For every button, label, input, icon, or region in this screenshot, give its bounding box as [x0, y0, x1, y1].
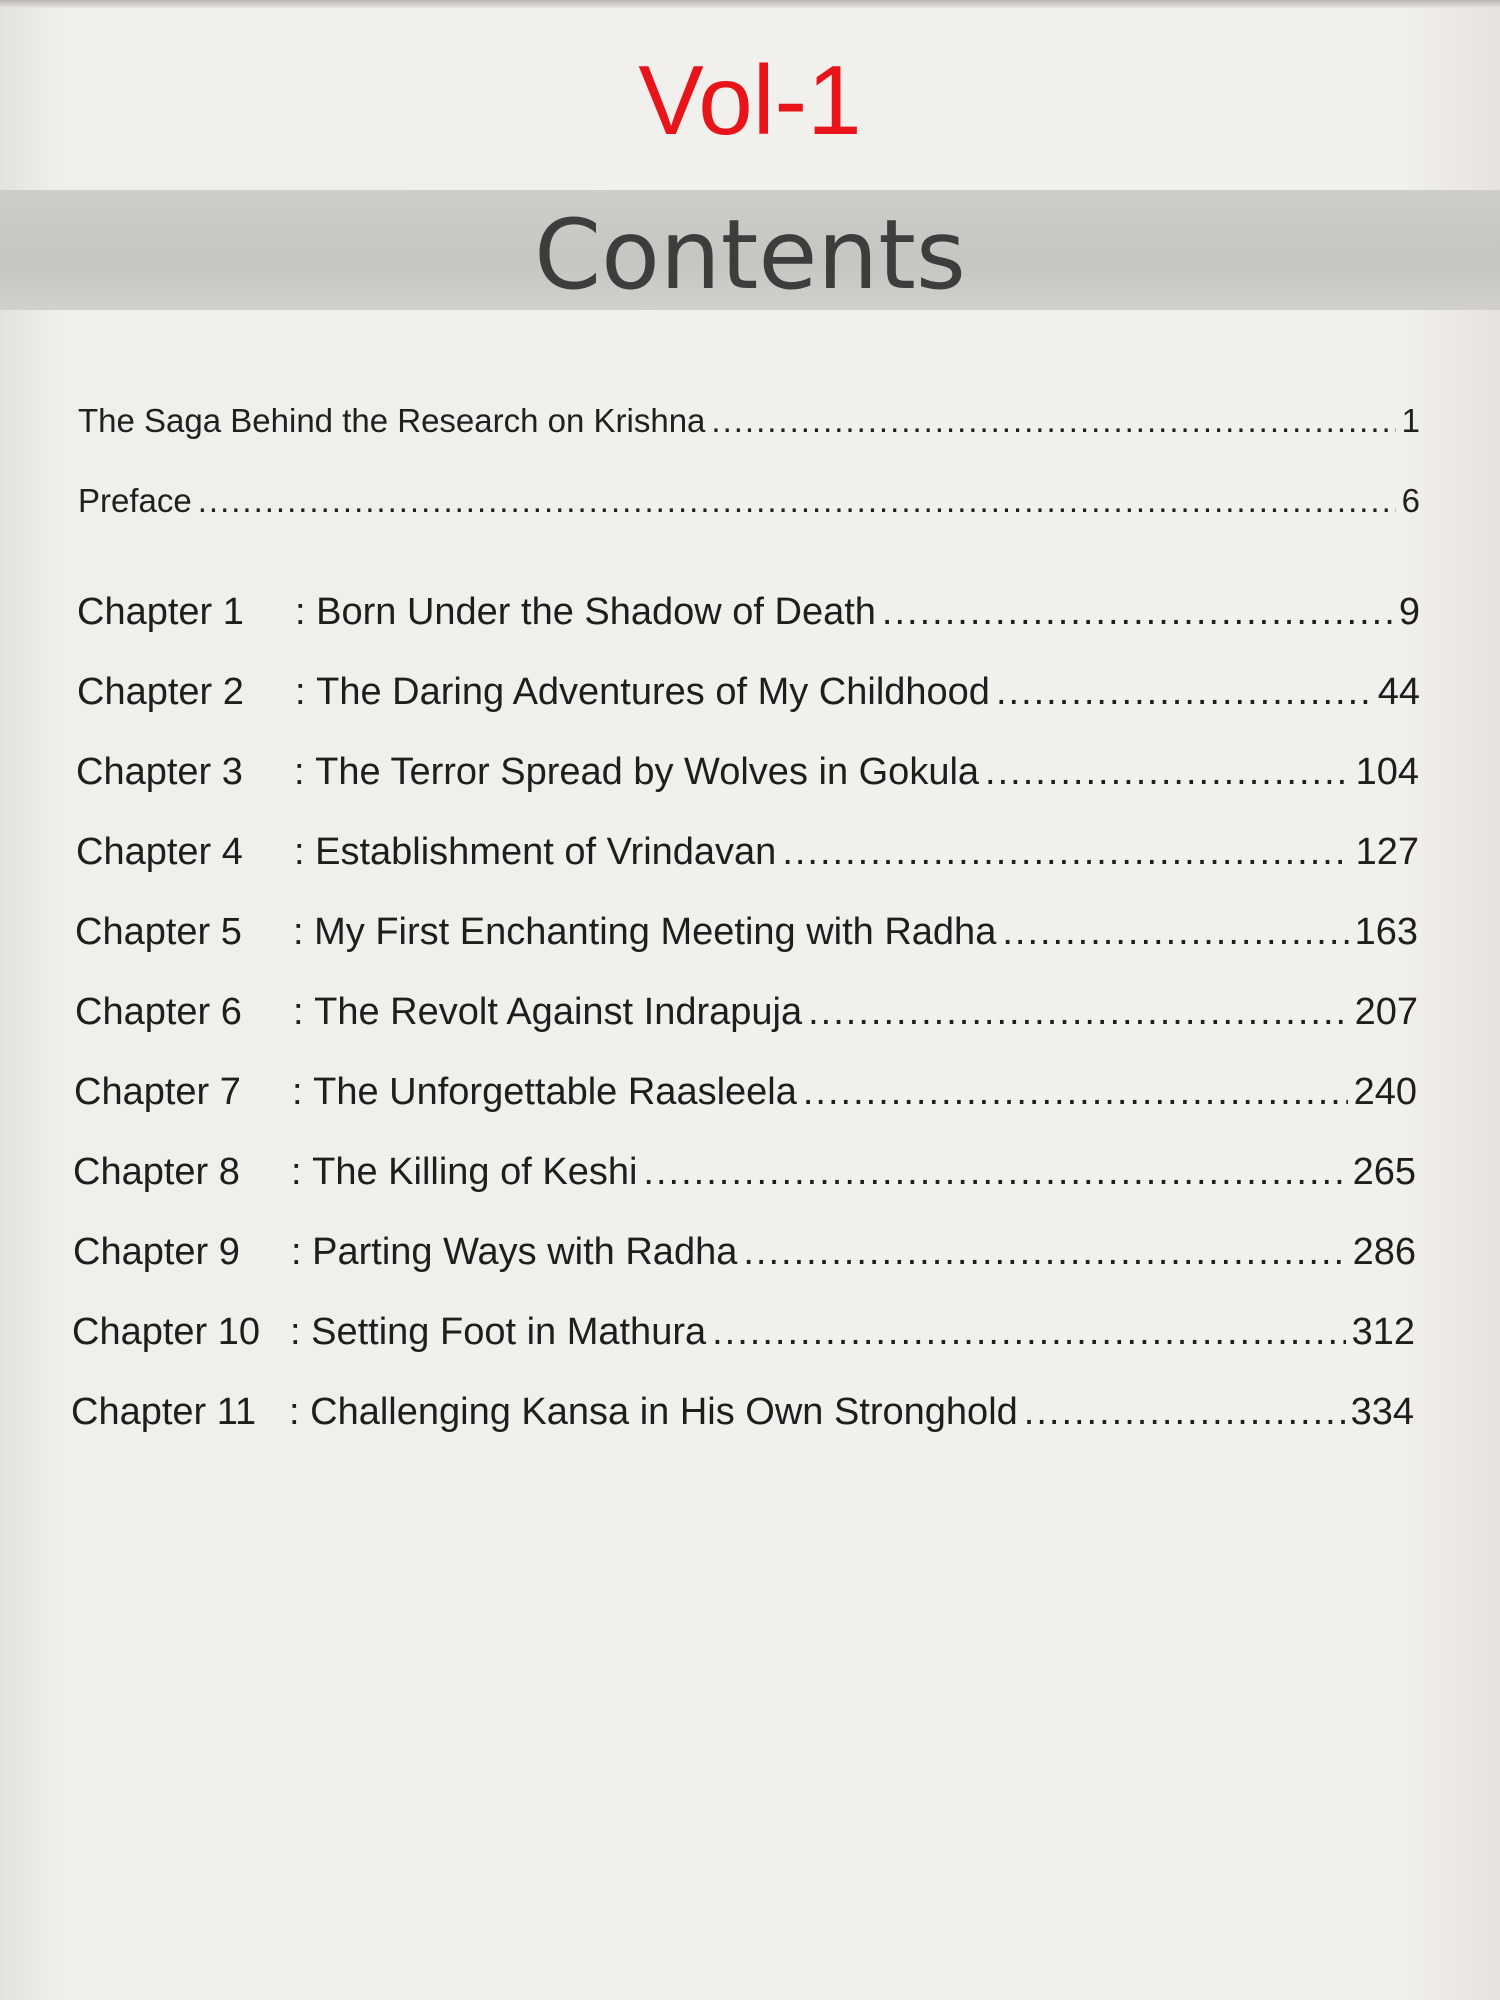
chapter-title: Parting Ways with Radha [312, 1231, 738, 1273]
separator: : [293, 911, 315, 953]
chapter-label: Chapter 3 [76, 751, 243, 793]
chapter-title: The Killing of Keshi [312, 1151, 638, 1193]
chapter-page: 265 [1352, 1151, 1416, 1193]
chapter-label: Chapter 1 [77, 591, 244, 633]
chapter-label: Chapter 5 [75, 911, 242, 953]
toc-entry-preface[interactable] [78, 482, 1420, 520]
chapter-title: Born Under the Shadow of Death [316, 591, 876, 633]
separator: : [294, 831, 316, 873]
chapter-page: 334 [1350, 1391, 1414, 1433]
toc-entry-page: 6 [1401, 482, 1420, 519]
chapter-page: 286 [1352, 1231, 1416, 1273]
toc-entry-chapter-9[interactable] [73, 1231, 1416, 1274]
toc-entry-chapter-4[interactable] [76, 831, 1419, 874]
toc-entry-title: Preface [78, 482, 192, 519]
separator: : [291, 1231, 313, 1273]
chapter-label: Chapter 8 [73, 1151, 240, 1193]
volume-label: Vol-1 [638, 45, 862, 155]
chapter-page: 9 [1398, 591, 1420, 633]
chapter-title: Setting Foot in Mathura [311, 1311, 707, 1353]
dot-leader [1002, 911, 1348, 954]
dot-leader [996, 671, 1372, 714]
toc-entry-chapter-5[interactable] [75, 911, 1418, 954]
separator: : [290, 1311, 312, 1353]
separator: : [294, 751, 316, 793]
chapter-label: Chapter 9 [73, 1231, 240, 1273]
toc-entry-chapter-3[interactable] [76, 751, 1419, 794]
contents-heading: Contents [534, 199, 966, 311]
toc-entry-chapter-6[interactable] [75, 991, 1418, 1034]
dot-leader [643, 1151, 1346, 1194]
dot-leader [743, 1231, 1346, 1274]
chapter-label: Chapter 11 [71, 1391, 257, 1433]
chapter-title: Establishment of Vrindavan [315, 831, 777, 873]
toc-entry-chapter-7[interactable] [74, 1071, 1417, 1114]
toc-entry-title: The Saga Behind the Research on Krishna [78, 402, 706, 439]
dot-leader [985, 751, 1350, 794]
chapter-label: Chapter 10 [72, 1311, 261, 1353]
dot-leader [712, 1311, 1345, 1354]
chapter-label: Chapter 6 [75, 991, 242, 1033]
toc-entry-chapter-2[interactable] [77, 671, 1420, 714]
chapter-page: 312 [1351, 1311, 1415, 1353]
page-top-edge [0, 0, 1500, 8]
chapter-page: 240 [1353, 1071, 1417, 1113]
chapter-page: 127 [1355, 831, 1419, 873]
dot-leader [711, 402, 1395, 440]
chapter-label: Chapter 7 [74, 1071, 241, 1113]
dot-leader [198, 482, 1396, 520]
chapter-title: Challenging Kansa in His Own Stronghold [310, 1391, 1018, 1433]
toc-entry-chapter-1[interactable] [77, 591, 1420, 634]
separator: : [295, 591, 317, 633]
chapter-label: Chapter 2 [77, 671, 244, 713]
separator: : [291, 1151, 313, 1193]
separator: : [292, 1071, 314, 1113]
dot-leader [803, 1071, 1348, 1114]
chapter-page: 207 [1354, 991, 1418, 1033]
toc-entry-chapter-10[interactable] [72, 1311, 1415, 1354]
chapter-label: Chapter 4 [76, 831, 243, 873]
chapter-title: The Revolt Against Indrapuja [314, 991, 803, 1033]
chapter-title: My First Enchanting Meeting with Radha [314, 911, 997, 953]
separator: : [289, 1391, 311, 1433]
dot-leader [808, 991, 1348, 1034]
chapter-title: The Unforgettable Raasleela [313, 1071, 797, 1113]
toc-entry-chapter-8[interactable] [73, 1151, 1416, 1194]
dot-leader [882, 591, 1393, 634]
chapter-page: 104 [1355, 751, 1419, 793]
toc-entry-research-saga[interactable] [78, 402, 1420, 440]
dot-leader [1024, 1391, 1345, 1434]
dot-leader [782, 831, 1349, 874]
chapter-page: 44 [1377, 671, 1420, 713]
chapter-title: The Daring Adventures of My Childhood [316, 671, 990, 713]
chapter-title: The Terror Spread by Wolves in Gokula [315, 751, 980, 793]
separator: : [293, 991, 315, 1033]
separator: : [295, 671, 317, 713]
toc-entry-page: 1 [1401, 402, 1420, 439]
chapter-page: 163 [1354, 911, 1418, 953]
toc-entry-chapter-11[interactable] [71, 1391, 1414, 1434]
